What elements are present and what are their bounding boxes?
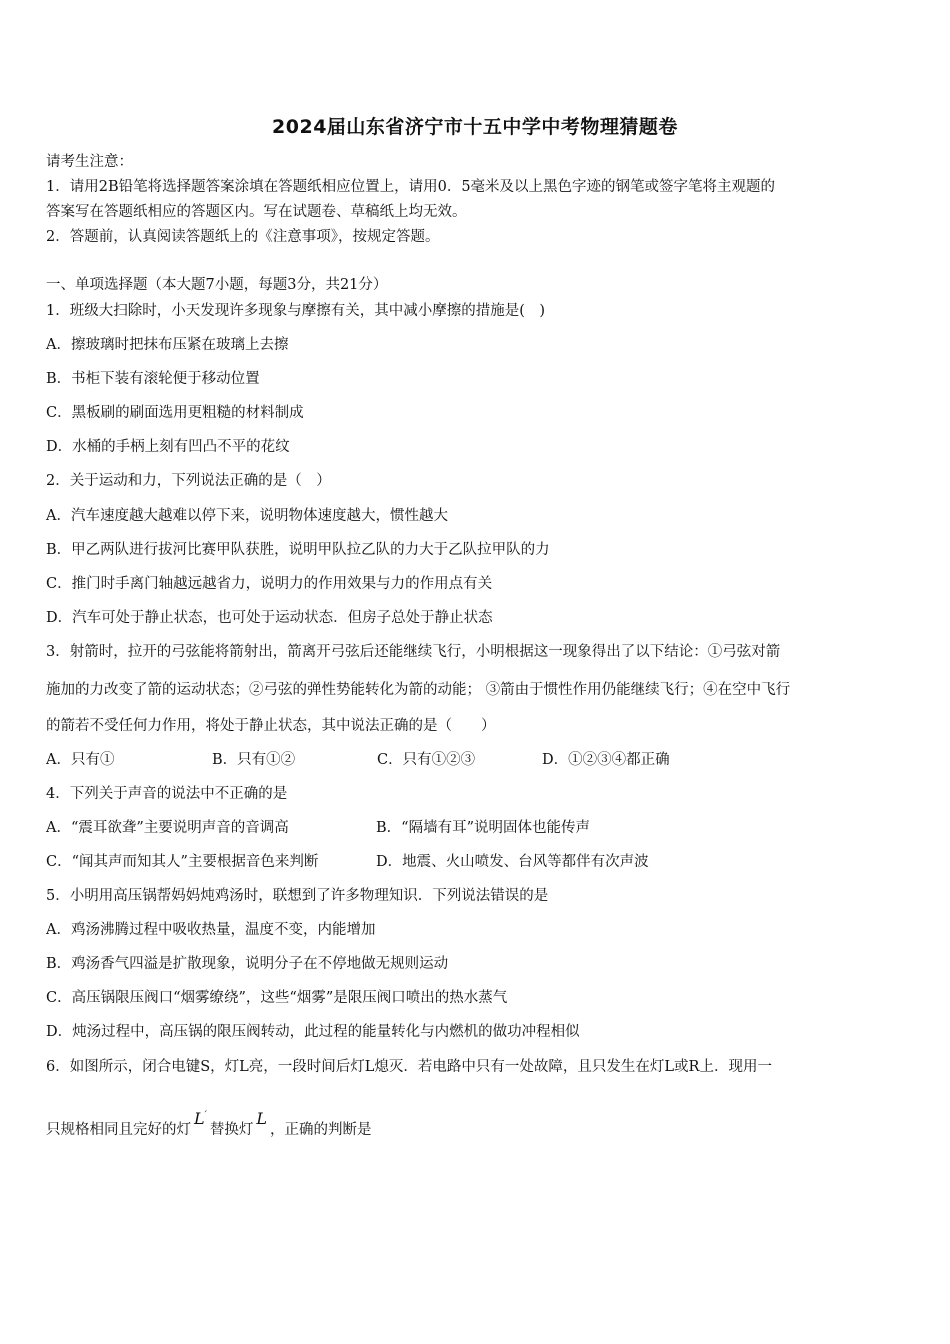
q2-stem: 2．关于运动和力，下列说法正确的是（ ） <box>46 473 331 489</box>
q4-stem: 4．下列关于声音的说法中不正确的是 <box>46 786 288 802</box>
lamp-symbol-new <box>194 1109 207 1128</box>
prime-mark: ′ <box>204 1110 207 1121</box>
q5-option-d: D．炖汤过程中，高压锅的限压阀转动，此过程的能量转化与内燃机的做功冲程相似 <box>46 1024 580 1040</box>
q3-option-d: D．①②③④都正确 <box>542 752 670 768</box>
q2-option-c: C．推门时手离门轴越远越省力，说明力的作用效果与力的作用点有关 <box>46 576 493 592</box>
q6-stem-line1: 6．如图所示，闭合电键S，灯L亮，一段时间后灯L熄灭．若电路中只有一处故障，且只发生在灯L或R上．现用一 <box>46 1059 772 1075</box>
notice-heading: 请考生注意： <box>46 154 133 170</box>
q2-option-d: D．汽车可处于静止状态，也可处于运动状态．但房子总处于静止状态 <box>46 610 493 626</box>
q1-option-d: D．水桶的手柄上刻有凹凸不平的花纹 <box>46 439 290 455</box>
q1-stem: 1．班级大扫除时，小天发现许多现象与摩擦有关，其中减小摩擦的措施是( ) <box>46 303 546 319</box>
q4-option-c: C．“闻其声而知其人”主要根据音色来判断 <box>46 854 319 870</box>
q2-option-a: A．汽车速度越大越难以停下来，说明物体速度越大，惯性越大 <box>46 508 448 524</box>
exam-title: 2024届山东省济宁市十五中学中考物理猜题卷 <box>272 116 678 138</box>
q6-text-part2: 替换灯 <box>209 1122 254 1138</box>
q6-text-part1: 只规格相同且完好的灯 <box>46 1122 191 1138</box>
q4-option-b: B．“隔墙有耳”说明固体也能传声 <box>376 820 590 836</box>
q6-stem-line2 <box>46 1109 372 1142</box>
notice-item1-line2: 答案写在答题纸相应的答题区内。写在试题卷、草稿纸上均无效。 <box>46 204 467 220</box>
q6-text-part3: ，正确的判断是 <box>270 1122 372 1138</box>
q4-option-d: D．地震、火山喷发、台风等都伴有次声波 <box>376 854 649 870</box>
q4-option-a: A．“震耳欲聋”主要说明声音的音调高 <box>46 820 289 836</box>
q3-option-a: A．只有① <box>46 752 115 768</box>
q3-option-c: C．只有①②③ <box>377 752 476 768</box>
q3-stem-line1: 3．射箭时，拉开的弓弦能将箭射出，箭离开弓弦后还能继续飞行，小明根据这一现象得出了以下结论：①弓弦对箭 <box>46 644 781 660</box>
notice-item2: 2．答题前，认真阅读答题纸上的《注意事项》，按规定答题。 <box>46 229 440 245</box>
q1-option-b: B．书柜下装有滚轮便于移动位置 <box>46 371 260 387</box>
section-heading: 一、单项选择题（本大题7小题，每题3分，共21分） <box>46 277 388 293</box>
q5-option-c: C．高压锅限压阀口“烟雾缭绕”，这些“烟雾”是限压阀口喷出的热水蒸气 <box>46 990 508 1006</box>
notice-item1-line1: 1．请用2B铅笔将选择题答案涂填在答题纸相应位置上，请用0．5毫米及以上黑色字迹的钢笔或签字笔将主观题的 <box>46 179 776 195</box>
q5-option-a: A．鸡汤沸腾过程中吸收热量，温度不变，内能增加 <box>46 922 376 938</box>
q3-stem-line3: 的箭若不受任何力作用，将处于静止状态，其中说法正确的是（ ） <box>46 718 496 734</box>
lamp-new-letter: L <box>194 1109 205 1128</box>
lamp-symbol-old: L <box>256 1109 268 1128</box>
q5-option-b: B．鸡汤香气四溢是扩散现象，说明分子在不停地做无规则运动 <box>46 956 449 972</box>
q2-option-b: B．甲乙两队进行拔河比赛甲队获胜，说明甲队拉乙队的力大于乙队拉甲队的力 <box>46 542 550 558</box>
q1-option-a: A．擦玻璃时把抹布压紧在玻璃上去擦 <box>46 337 289 353</box>
q1-option-c: C．黑板刷的刷面选用更粗糙的材料制成 <box>46 405 304 421</box>
q3-stem-line2: 施加的力改变了箭的运动状态；②弓弦的弹性势能转化为箭的动能； ③箭由于惯性作用仍能继续飞行；④在空中飞行 <box>46 682 791 698</box>
q5-stem: 5．小明用高压锅帮妈妈炖鸡汤时，联想到了许多物理知识．下列说法错误的是 <box>46 888 549 904</box>
q3-option-b: B．只有①② <box>212 752 296 768</box>
